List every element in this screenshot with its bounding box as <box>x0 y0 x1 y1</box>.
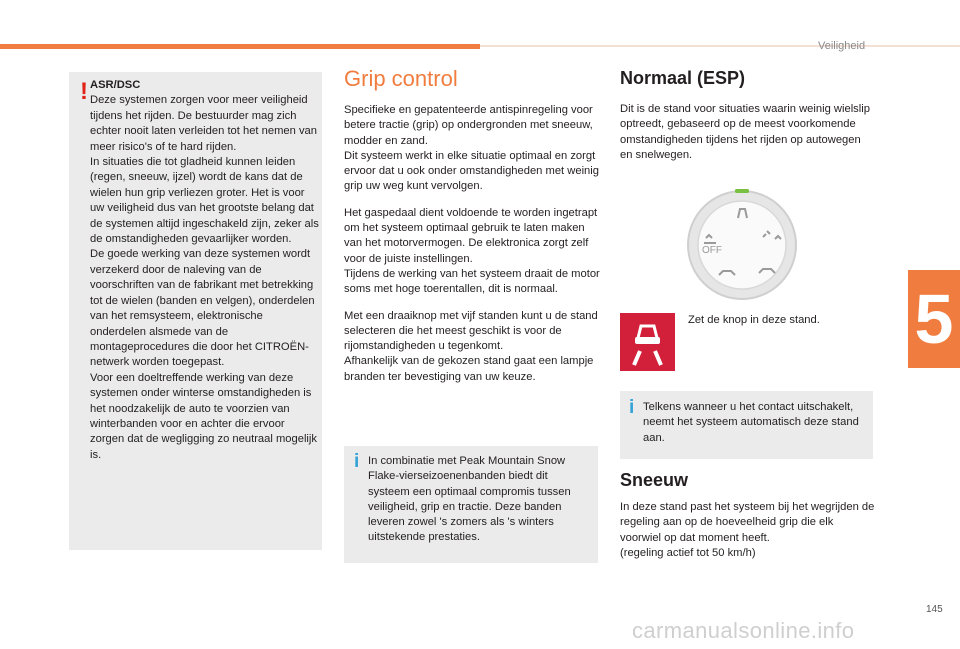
normal-mode-symbol <box>620 313 675 371</box>
sneeuw-text: In deze stand past het systeem bij het wegrijden de regeling aan op de hoeveelheid grip die elk voorwiel op dat moment heeft. (regeling actief tot 50 km/h) <box>620 501 875 559</box>
warning-paragraph: Deze systemen zorgen voor meer veiligheid tijdens het rijden. De bestuurder mag zich echter nooit laten verleiden tot het nemen van meer risico's of te hard rijden. <box>90 94 318 153</box>
warning-text <box>90 78 320 463</box>
warning-icon: ! <box>80 78 88 105</box>
page-number: 145 <box>926 604 943 615</box>
header-divider <box>480 45 960 47</box>
step-text: Zet de knop in deze stand. <box>688 314 820 326</box>
step-instruction <box>688 314 820 326</box>
knob-indicator-light <box>735 189 749 193</box>
grip-paragraph: Met een draaiknop met vijf standen kunt u de stand selecteren die het meest geschikt is voor de rijomstandigheden u tegenkomt. Afhankelijk van de gekozen stand gaat een lampje branden ter bevestiging van uw keuze. <box>344 309 598 383</box>
info-icon: i <box>629 397 635 418</box>
warning-paragraph: Voor een doeltreffende werking van deze systemen onder winterse omstandigheden is het noodzakelijk de auto te voorzien van winterbanden voor en achter die ervoor zorgen dat de wegligging zo neutraal mogelijk is. <box>90 371 318 461</box>
sneeuw-heading: Sneeuw <box>620 470 689 490</box>
knob-off-label: OFF <box>702 245 722 256</box>
warning-title: ASR/DSC <box>90 79 141 91</box>
grip-control-knob-icon <box>683 181 801 305</box>
grip-control-section <box>344 66 602 396</box>
grip-paragraph: Specifieke en gepatenteerde antispinregeling voor betere tractie (grip) op ondergronden met sneeuw, modder en zand. Dit systeem werkt in elke situatie optimaal en zorgt ervoor dat u ook onder omstandigheden met weinig grip uw weg kunt vervolgen. <box>344 104 599 193</box>
warning-paragraph: De goede werking van deze systemen wordt verzekerd door de naleving van de voorschriften van de fabrikant met betrekking tot de wielen (banden en velgen), onderdelen van het remsysteem, elektronische onderdelen alsmede van de montageprocedures die door het CITROËN-netwerk worden toegepast. <box>90 248 315 369</box>
info-text-normaal: Telkens wanneer u het contact uitschakelt, neemt het systeem automatisch deze stand aan. <box>643 401 859 444</box>
info-text: In combinatie met Peak Mountain Snow Flake-vierseizoenenbanden biedt dit systeem een optimaal compromis tussen veiligheid, grip en tractie. Deze banden leveren zowel 's zomers als 's winters uitstekende prestaties. <box>368 455 571 544</box>
normaal-heading: Normaal (ESP) <box>620 68 746 88</box>
header-accent-bar <box>0 44 480 49</box>
normaal-text: Dit is de stand voor situaties waarin weinig wielslip optreedt, gebaseerd op de meest voorkomende omstandigheden tijdens het rijden op autowegen en snelwegen. <box>620 103 870 161</box>
watermark: carmanualsonline.info <box>632 618 855 643</box>
warning-paragraph: In situaties die tot gladheid kunnen leiden (regen, sneeuw, ijzel) wordt de kans dat de wielen hun grip verliezen groter. Het is voor uw veiligheid dus van het grootste belang dat de systemen altijd ingeschakeld zijn, zeker als de omstandigheden gevaarlijker worden. <box>90 156 319 246</box>
chapter-tab: 5 <box>908 270 960 368</box>
grip-paragraph: Het gaspedaal dient voldoende te worden ingetrapt om het systeem optimaal gebruik te laten maken van het motorvermogen. De elektronica zorgt zelf voor de juiste instellingen. Tijdens de werking van het systeem draait de motor soms met hoge toerentallen, dit is normaal. <box>344 206 600 296</box>
normaal-section <box>620 66 876 163</box>
section-title: Veiligheid <box>818 40 866 52</box>
grip-control-heading: Grip control <box>344 66 458 91</box>
normal-mode-icon <box>620 313 675 371</box>
info-icon: i <box>354 451 360 472</box>
